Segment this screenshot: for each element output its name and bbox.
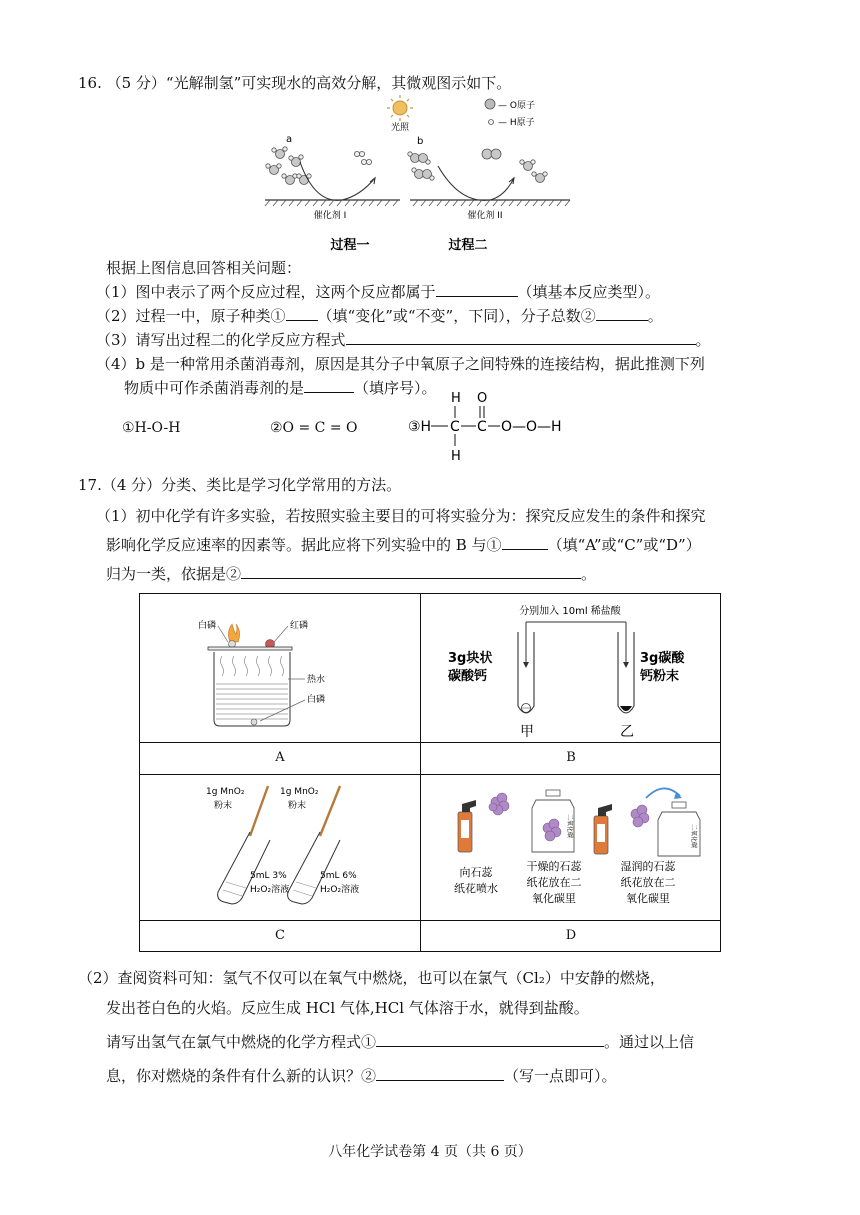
d-text2-c: 氧化碳里 xyxy=(532,892,576,905)
spatula-1 xyxy=(250,786,268,836)
q17-part2-line4 xyxy=(106,1066,617,1086)
catalyst-1-label: 催化剂 I xyxy=(313,211,347,221)
q17-part1-line3 xyxy=(106,564,596,584)
b-tube-jia-label: 甲 xyxy=(520,724,534,740)
co2-jar-2 xyxy=(658,802,700,856)
q16-p2-text-a: （2）过程一中，原子种类① xyxy=(96,307,286,325)
a-red-phosphorus-label: 红磷 xyxy=(290,621,309,631)
q16-p2-text-b: （填“变化”或“不变”，下同），分子总数② xyxy=(317,307,596,325)
q17-part2-line2: 发出苍白色的火焰。反应生成 HCl 气体,HCl 气体溶于水，就得到盐酸。 xyxy=(106,999,589,1017)
d-text1-b: 纸花喷水 xyxy=(454,882,498,895)
q16-part2 xyxy=(96,306,663,326)
hydrogen-molecules xyxy=(354,151,371,164)
option-3-peracetic-acid xyxy=(408,388,578,464)
q16-p4-blank[interactable] xyxy=(304,378,354,393)
q16-p3-text-b: 。 xyxy=(695,331,711,349)
oxygen-molecule xyxy=(482,149,501,159)
q16-p1-text-b: （填基本反应类型）。 xyxy=(517,283,661,301)
b-top-label: 分别加入 10ml 稀盐酸 xyxy=(519,606,621,617)
q17-part1-line1: （1）初中化学有许多实验，若按照实验主要目的可将实验分为：探究反应发生的条件和探究 xyxy=(96,507,706,525)
experiment-d-caption: D xyxy=(565,928,577,943)
experiment-c-diagram xyxy=(180,780,400,910)
c-powder1-label-b: 粉末 xyxy=(214,801,233,811)
d-text1-a: 向石蕊 xyxy=(459,866,493,879)
opt3-h-top: H xyxy=(451,391,461,406)
c-powder2-label-a: 1g MnO₂ xyxy=(280,787,319,797)
co2-jar-1 xyxy=(532,790,574,852)
b-powder-label-1: 3g碳酸 xyxy=(640,651,685,666)
sun-icon xyxy=(387,95,413,121)
q16-p1-blank[interactable] xyxy=(436,282,518,297)
experiment-a-diagram xyxy=(190,612,380,734)
q16-p3-blank[interactable] xyxy=(346,330,696,345)
experiment-a-caption: A xyxy=(275,750,285,765)
c-solution2-label-a: 5mL 6% xyxy=(320,871,357,881)
experiment-c-caption: C xyxy=(275,928,285,943)
spray-bottle-icon xyxy=(458,800,476,852)
b-lump-label-2: 碳酸钙 xyxy=(448,669,488,684)
process-1-label: 过程一 xyxy=(330,238,370,253)
c-solution2-label-b: H₂O₂溶液 xyxy=(320,885,360,895)
q16-part3 xyxy=(96,330,711,350)
d-jar1-label: 二氧化碳 xyxy=(566,814,573,839)
q16-p2-blank-2[interactable] xyxy=(596,306,648,321)
q17-p2-blank-2[interactable] xyxy=(376,1066,504,1081)
a-white-phosphorus-label: 白磷 xyxy=(198,621,217,631)
q17-stem: 17.（4 分）分类、类比是学习化学常用的方法。 xyxy=(78,476,402,494)
q16-p1-text-a: （1）图中表示了两个反应过程，这两个反应都属于 xyxy=(96,283,436,301)
opt3-o-top: O xyxy=(477,391,488,406)
experiment-b-caption: B xyxy=(566,750,576,765)
experiment-table xyxy=(139,593,721,952)
b-powder-label-2: 钙粉末 xyxy=(640,669,680,684)
c-solution1-label-a: 5mL 3% xyxy=(250,871,287,881)
legend-o: — O原子 xyxy=(498,101,535,111)
d-text2-a: 干燥的石蕊 xyxy=(526,860,582,873)
water-molecules-left xyxy=(266,147,311,185)
q16-part4-line2 xyxy=(124,378,437,398)
q16-p2-blank-1[interactable] xyxy=(286,306,318,321)
d-text2-b: 纸花放在二 xyxy=(526,876,582,889)
q17-p1-text-d: 归为一类，依据是② xyxy=(106,565,242,583)
opt3-c1: C xyxy=(450,419,460,435)
q17-p1-blank-2[interactable] xyxy=(241,564,581,579)
d-text3-b: 纸花放在二 xyxy=(620,876,676,889)
q16-p4-text-b: 物质中可作杀菌消毒剂的是 xyxy=(124,379,305,397)
spray-bottle-icon-2 xyxy=(594,804,612,854)
option-1-water: ①H-O-H xyxy=(122,420,181,436)
catalyst-2-label: 催化剂 II xyxy=(467,211,503,221)
q16-stem: 16. （5 分）“光解制氢”可实现水的高效分解，其微观图示如下。 xyxy=(78,74,512,92)
water-molecules-right xyxy=(520,160,547,183)
litmus-flower-3 xyxy=(631,805,649,827)
a-white-phosphorus-water-label: 白磷 xyxy=(307,695,326,705)
option-2-co2: ②O = C = O xyxy=(270,420,358,436)
q17-p2-text-e: 息，你对燃烧的条件有什么新的认识？② xyxy=(106,1067,377,1085)
q16-p3-text-a: （3）请写出过程二的化学反应方程式 xyxy=(96,331,346,349)
q16-p4-text-c: （填序号）。 xyxy=(354,379,437,397)
q16-part4-line1: （4）b 是一种常用杀菌消毒剂，原因是其分子中氧原子之间特殊的连接结构，据此推测下列 xyxy=(96,355,705,373)
d-jar2-label: 二氧化碳 xyxy=(690,824,697,849)
hydrogen-peroxide-molecules xyxy=(408,152,434,180)
opt3-h-bot: H xyxy=(451,449,461,464)
q17-p2-text-d: 。通过以上信 xyxy=(604,1033,695,1051)
q16-intro: 根据上图信息回答相关问题： xyxy=(106,259,302,277)
page-footer: 八年化学试卷第 4 页（共 6 页） xyxy=(328,1144,532,1160)
label-b: b xyxy=(417,136,424,147)
q17-p2-text-f: （写一点即可）。 xyxy=(504,1067,617,1085)
d-text3-a: 湿润的石蕊 xyxy=(620,860,676,873)
q17-p2-blank-1[interactable] xyxy=(376,1032,604,1047)
photolysis-diagram xyxy=(260,92,590,257)
b-lump-label-1: 3g块状 xyxy=(448,651,493,666)
c-powder1-label-a: 1g MnO₂ xyxy=(206,787,245,797)
spatula-2 xyxy=(320,786,340,836)
q17-p1-blank-1[interactable] xyxy=(502,535,548,550)
q17-part2-line3 xyxy=(106,1032,694,1052)
flame-icon xyxy=(228,624,239,642)
a-hot-water-label: 热水 xyxy=(307,675,326,685)
experiment-d-diagram xyxy=(440,780,715,920)
q16-part1 xyxy=(96,282,660,302)
q16-p2-text-c: 。 xyxy=(647,307,663,325)
b-tube-yi-label: 乙 xyxy=(620,724,634,740)
q17-p1-text-c: （填“A”或“C”或“D”） xyxy=(547,536,701,554)
d-text3-c: 氧化碳里 xyxy=(626,892,670,905)
light-label: 光照 xyxy=(390,123,410,133)
opt3-prefix: ③H xyxy=(408,419,432,435)
q17-part2-line1: （2）查阅资料可知：氢气不仅可以在氧气中燃烧，也可以在氯气（Cl₂）中安静的燃烧， xyxy=(78,969,665,987)
q17-p1-text-e: 。 xyxy=(581,565,597,583)
copper-plate xyxy=(208,647,292,650)
legend-h: — H原子 xyxy=(498,118,535,128)
litmus-flower-1 xyxy=(489,793,509,815)
experiment-b-diagram xyxy=(440,602,710,740)
q17-p2-text-c: 请写出氢气在氯气中燃烧的化学方程式① xyxy=(106,1033,377,1051)
q17-part1-line2 xyxy=(106,535,701,555)
c-powder2-label-b: 粉末 xyxy=(288,801,307,811)
opt3-c2: C xyxy=(477,419,487,435)
q17-p1-text-b: 影响化学反应速率的因素等。据此应将下列实验中的 B 与① xyxy=(106,536,502,554)
label-a: a xyxy=(286,134,293,145)
c-solution1-label-b: H₂O₂溶液 xyxy=(250,885,290,895)
process-2-label: 过程二 xyxy=(448,238,488,253)
opt3-tail: O—O—H xyxy=(501,419,562,435)
